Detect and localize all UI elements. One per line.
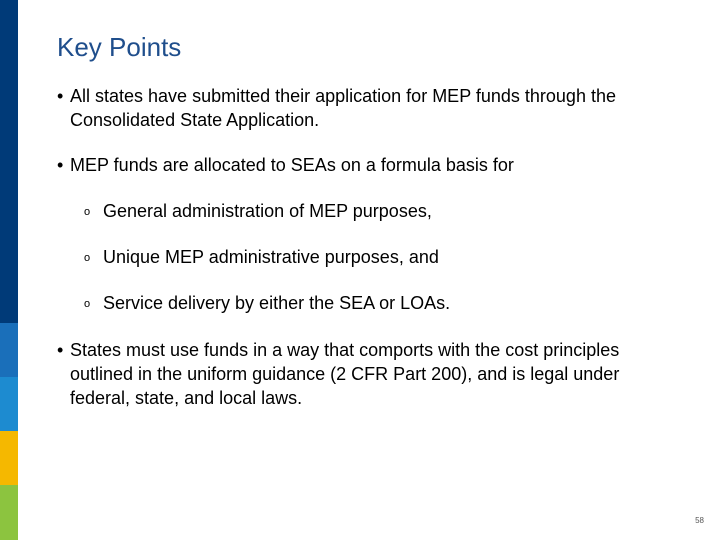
- stripe-gold: [0, 431, 18, 485]
- sub-bullet-text: Service delivery by either the SEA or LOAs.: [103, 293, 451, 313]
- circle-bullet-icon: o: [84, 298, 91, 310]
- page-number: 58: [695, 516, 704, 525]
- bullet-text: All states have submitted their application for MEP funds through the Consolidated State Application.: [70, 86, 616, 130]
- sub-bullet-item: [84, 291, 450, 315]
- stripe-blue: [0, 323, 18, 377]
- bullet-item: [57, 153, 657, 177]
- bullet-dot: •: [57, 155, 64, 175]
- bullet-item: [57, 84, 657, 132]
- sub-bullet-item: [84, 245, 439, 269]
- sub-bullet-item: [84, 199, 432, 223]
- sub-bullet-text: General administration of MEP purposes,: [103, 201, 432, 221]
- bullet-text: States must use funds in a way that comports with the cost principles outlined in the uniform guidance (2 CFR Part 200), and is legal under federal, state, and local laws.: [70, 340, 620, 408]
- bullet-text: MEP funds are allocated to SEAs on a formula basis for: [70, 155, 514, 175]
- sub-bullet-text: Unique MEP administrative purposes, and: [103, 247, 439, 267]
- bullet-item: [57, 338, 657, 410]
- bullet-dot: •: [57, 86, 64, 106]
- circle-bullet-icon: o: [84, 252, 91, 264]
- circle-bullet-icon: o: [84, 206, 91, 218]
- slide-title: Key Points: [57, 32, 182, 62]
- bullet-dot: •: [57, 340, 64, 360]
- stripe-light-blue: [0, 377, 18, 431]
- stripe-navy: [0, 0, 18, 323]
- stripe-green: [0, 485, 18, 540]
